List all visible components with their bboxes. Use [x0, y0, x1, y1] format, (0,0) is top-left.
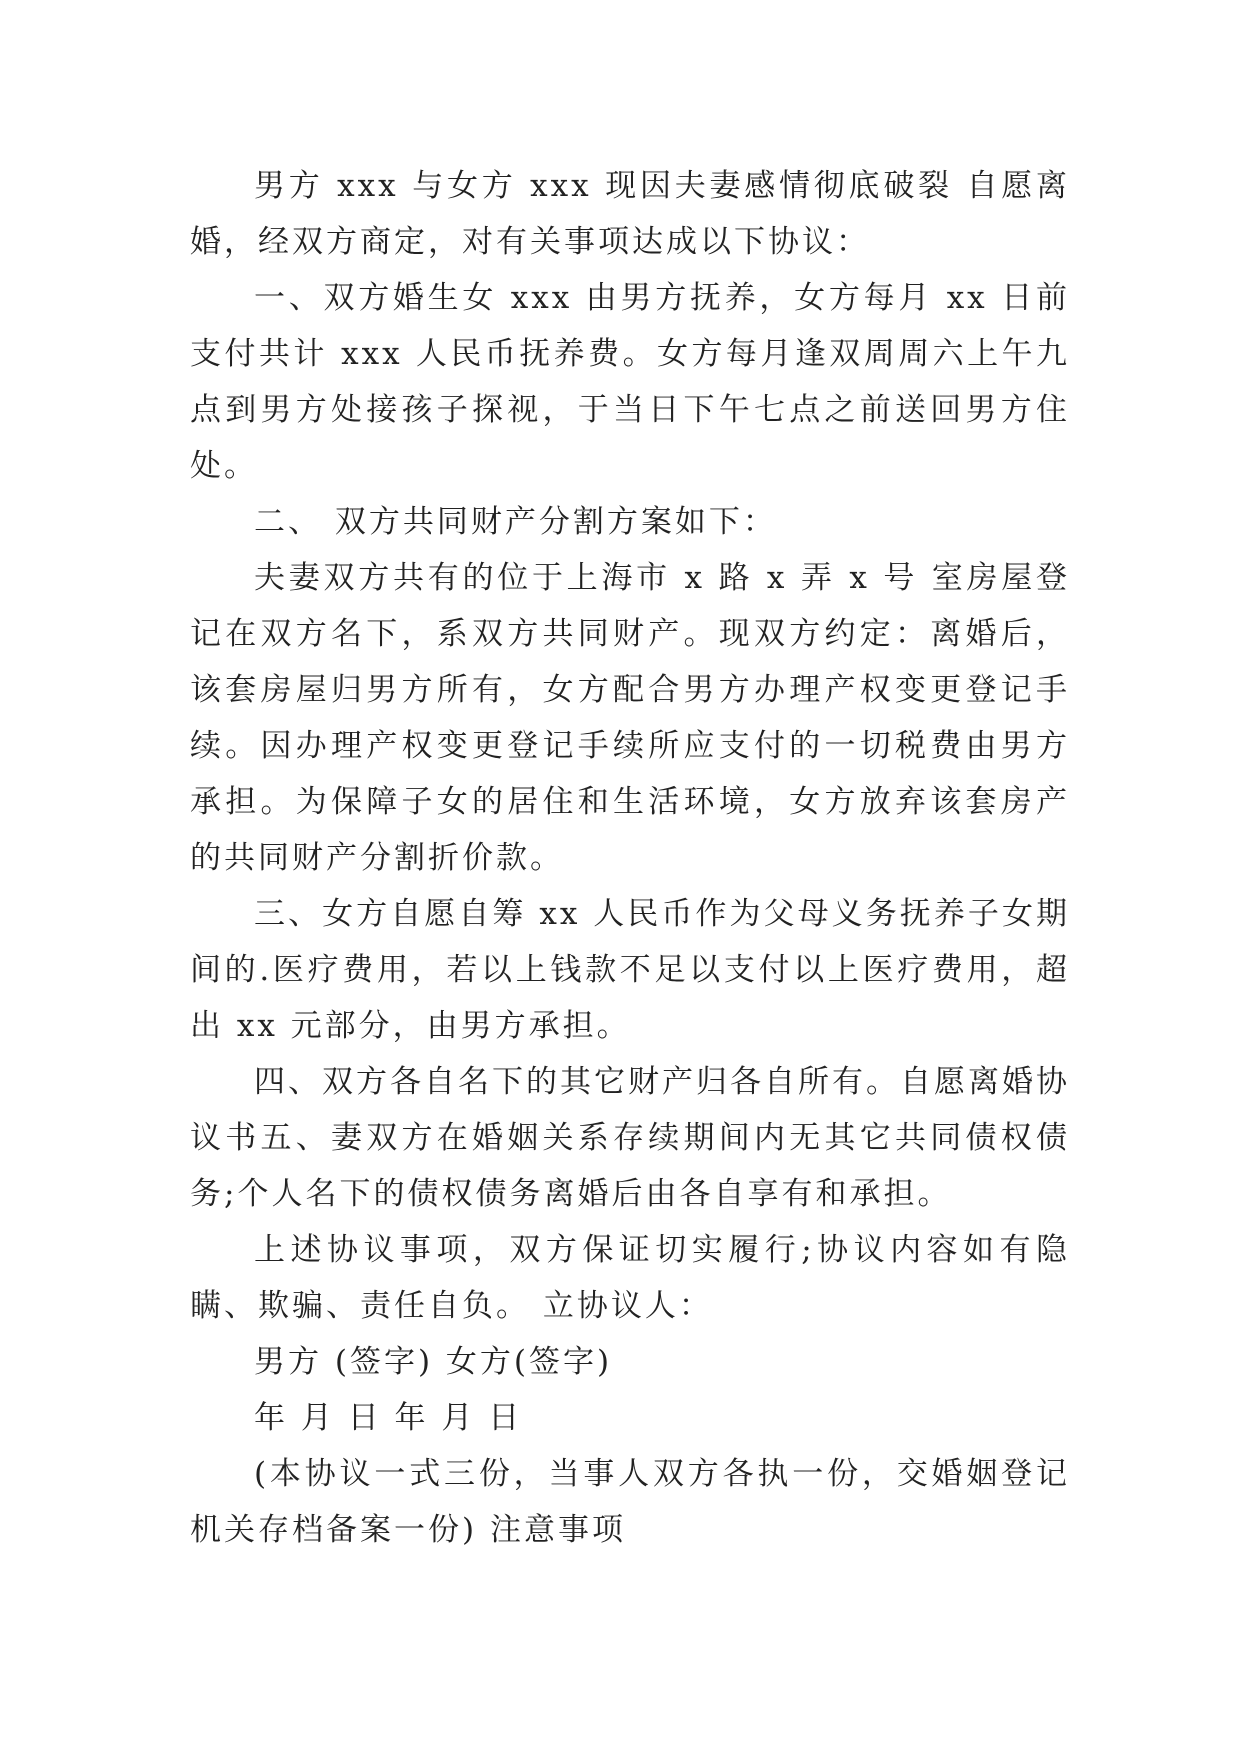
paragraph-clause-1: 一、双方婚生女 xxx 由男方抚养，女方每月 xx 日前支付共计 xxx 人民币抚养费。女方每月逢双周周六上午九点到男方处接孩子探视，于当日下午七点之前送回男方住处。: [190, 280, 1070, 484]
paragraph-clause-2: 二、 双方共同财产分割方案如下：: [254, 504, 777, 540]
paragraph-clause-4: 四、双方各自名下的其它财产归各自所有。自愿离婚协议书五、妻双方在婚姻关系存续期间内无其它共同债权债务;个人名下的债权债务离婚后由各自享有和承担。: [190, 1064, 1070, 1212]
paragraph-copies-note: (本协议一式三份，当事人双方各执一份，交婚姻登记机关存档备案一份) 注意事项: [190, 1456, 1070, 1548]
paragraph-dates: 年 月 日 年 月 日: [254, 1400, 523, 1436]
document-body: [190, 158, 1070, 1558]
paragraph-clause-3: 三、女方自愿自筹 xx 人民币作为父母义务抚养子女期间的.医疗费用，若以上钱款不足以支付以上医疗费用，超出 xx 元部分，由男方承担。: [190, 896, 1070, 1044]
paragraph-property: 夫妻双方共有的位于上海市 x 路 x 弄 x 号 室房屋登记在双方名下，系双方共同财产。现双方约定：离婚后，该套房屋归男方所有，女方配合男方办理产权变更登记手续。因办理产权变更登记手续所应支付的一切税费由男方承担。为保障子女的居住和生活环境，女方放弃该套房产的共同财产分割折价款。: [190, 560, 1070, 876]
paragraph-intro: 男方 xxx 与女方 xxx 现因夫妻感情彻底破裂 自愿离婚，经双方商定，对有关事项达成以下协议：: [190, 168, 1070, 260]
paragraph-guarantee: 上述协议事项，双方保证切实履行;协议内容如有隐瞒、欺骗、责任自负。 立协议人：: [190, 1232, 1070, 1324]
paragraph-signatures: 男方 (签字) 女方(签字): [254, 1344, 613, 1380]
